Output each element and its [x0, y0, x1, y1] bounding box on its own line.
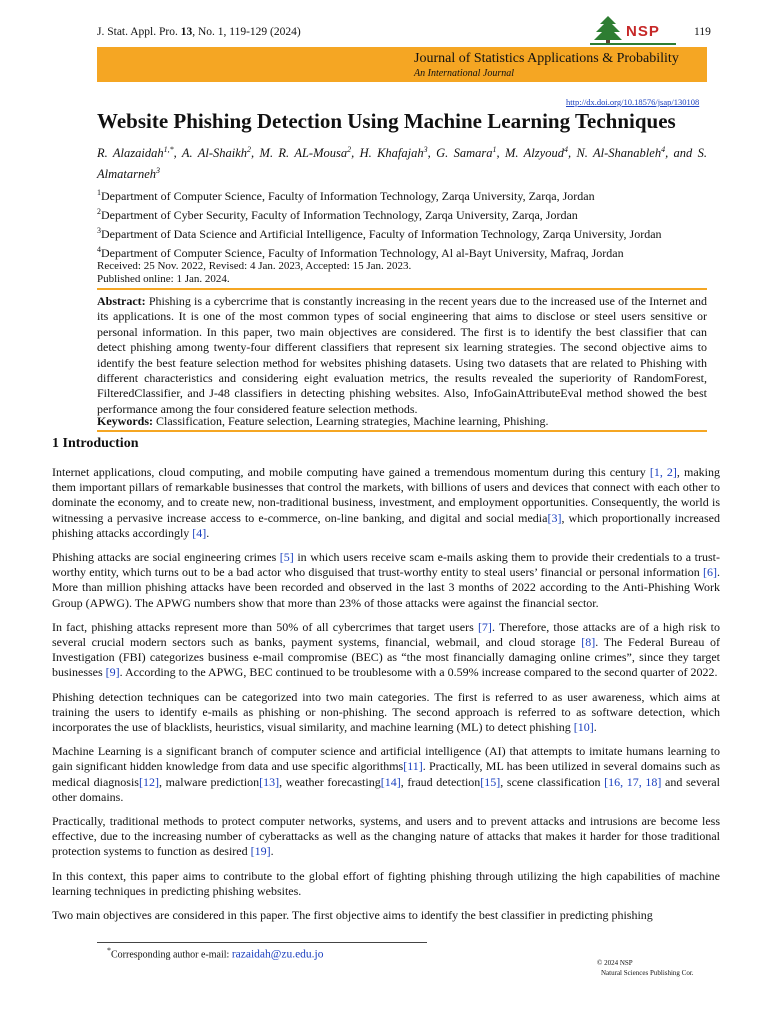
citation-link[interactable]: [9] [105, 665, 120, 680]
running-header: J. Stat. Appl. Pro. 13, No. 1, 119-129 (2024) [97, 26, 301, 38]
affiliation: $^2$Department of Cyber Security, Faculty of Information Technology, Zarqa University, Zarqa, Jordan [97, 207, 578, 222]
citation-link[interactable]: [14] [380, 774, 401, 789]
author-affiliation-marker: 3 [156, 166, 161, 176]
author-name: G. Samara$^1$ [436, 145, 497, 161]
body-paragraph: Internet applications, cloud computing, and mobile computing have gained a tremendous momentum during this century [1, 2], making them important pillars of remarkable businesses that control the markets, with billions of users and devices that connect with each other to dominate the economy, and to create new, non-traditional business, investment, and employment opportunities. Consequently, the world is witnessing a pervasive increase access to e-commerce, on-line banking, and digital and social media[3], which proportionally increased phishing attacks accordingly [4]. [52, 465, 721, 540]
citation-link[interactable]: [3] [547, 510, 562, 525]
author-affiliation-marker: 1 [492, 145, 497, 154]
author-affiliation-marker: 4 [563, 145, 568, 154]
abstract [97, 294, 707, 417]
author-affiliation-marker: 2 [247, 145, 252, 154]
author-name: A. Al-Shaikh$^2$ [181, 145, 252, 161]
citation-link[interactable]: [15] [480, 774, 501, 789]
journal-subtitle: An International Journal [414, 68, 514, 79]
author-affiliation-marker: 4 [661, 145, 666, 154]
body-paragraph: In fact, phishing attacks represent more than 50% of all cybercrimes that target users [7]. Therefore, those attacks are of a high risk to several crucial modern sectors such as banks, payment systems, financial, webmail, and cloud storage [8]. The Federal Bureau of Investigation (FBI) categorizes business e-mail compromise (BEC) as “the most financially damaging online crimes”, since they target businesses [9]. According to the APWG, BEC continued to be troublesome with a 0.59% increase compared to the second quarter of 2022. [52, 619, 720, 680]
publication-dates [97, 260, 411, 286]
journal-title: Journal of Statistics Applications & Probability [414, 51, 679, 66]
affiliation: $^4$Department of Computer Science, Faculty of Information Technology, Al al-Bayt University, Mafraq, Jordan [97, 245, 624, 260]
body-paragraph: Machine Learning is a significant branch of computer science and artificial intelligence (AI) that attempts to imitate humans learning to gain significant hidden knowledge from data and use specific algorithms[11]. Practically, ML has been utilized in several domains such as medical diagnosis[12], malware prediction[13], weather forecasting[14], fraud detection[15], scene classification [16, 17, 18] and several other domains. [52, 744, 720, 804]
divider-top [97, 288, 707, 290]
author-name: S. Almatarneh$^3$ [97, 146, 708, 182]
nsp-logo [586, 14, 678, 48]
received-dates: Received: 25 Nov. 2022, Revised: 4 Jan. 2023, Accepted: 15 Jan. 2023. [97, 260, 412, 272]
affiliation: $^3$Department of Data Science and Artificial Intelligence, Faculty of Information Technology, Zarqa University, Jordan [97, 226, 662, 241]
keywords-text: Classification, Feature selection, Learning strategies, Machine learning, Phishing. [153, 414, 549, 428]
author-name: M. R. AL-Mousa$^2$ [259, 145, 352, 161]
citation-link[interactable]: [7] [477, 619, 492, 634]
body-paragraph: Phishing attacks are social engineering crimes [5] in which users receive scam e-mails asking them to provide their credentials to a trust-worthy entity, which turns out to be a bad actor who disguised that trust-worthy entity to steal users’ financial or personal information [6]. More than million phishing attacks have been recorded and observed in the last 3 months of 2022 according to the Anti-Phishing Work Group (APWG). The APWG numbers show that more than 23% of those attacks were against the financial sector. [52, 550, 720, 610]
body-paragraph: In this context, this paper aims to contribute to the global effort of fighting phishing through utilizing the high capabilities of machine learning techniques in predicting phishing websites. [52, 868, 720, 898]
citation-link[interactable]: [6] [703, 565, 717, 580]
citation-link[interactable]: [13] [259, 774, 280, 789]
author-email-link[interactable]: razaidah@zu.edu.jo [231, 948, 324, 961]
abstract-label: Abstract: [97, 294, 146, 308]
section-heading: 1 Introduction [52, 436, 139, 451]
citation-link[interactable]: [10] [573, 720, 594, 735]
affiliation-list [97, 185, 707, 261]
citation-link[interactable]: [8] [581, 635, 596, 650]
body-paragraph: Phishing detection techniques can be categorized into two main categories. The first is referred to as user awareness, which aims at training the users to identify e-mails as phishing or non-phishing. The second approach is referred to as software detection, which incorporates the use of blacklists, heuristics, visual similarity, and machine learning (ML) to detect phishing [10]. [52, 689, 720, 735]
author-name: N. Al-Shanableh$^4$ [576, 145, 666, 161]
journal-banner [97, 47, 707, 82]
divider-bottom [97, 430, 707, 432]
citation-link[interactable]: [12] [138, 774, 159, 789]
doi-link[interactable]: http://dx.doi.org/10.18576/jsap/130108 [566, 97, 700, 107]
author-affiliation-marker: 3 [423, 145, 428, 154]
citation-link[interactable]: [11] [403, 759, 423, 774]
author-list: R. Alazaidah$^{1,*}$, A. Al-Shaikh$^2$, M. R. AL-Mousa$^2$, H. Khafajah$^3$, G. Samara$^1$, M. Alzyoud$^4$, N. Al-Shanableh$^4$, and S. Almatarneh$^3$ [97, 145, 708, 182]
abstract-text: Phishing is a cybercrime that is constantly increasing in the recent years due to the increased use of the Internet and its applications. It is one of the most common types of social engineering that aims to disclose or steel users sensitive or personal information. In this paper, two main objectives are considered. The first is to identify the best classifier that can detect phishing among twenty-four different classifiers that represent six learning strategies. The second objective aims to identify the best feature selection method for websites phishing datasets. Using two datasets that are related to Phishing with different characteristics and considering eight evaluation metrics, the results revealed the superiority of RandomForest, FilteredClassifier, and J-48 classifiers in detecting phishing websites. Also, InfoGainAttributeEval method showed the best performance among the four considered feature selection methods. [97, 294, 707, 416]
citation-link[interactable]: [1, 2] [649, 465, 677, 479]
body-paragraph: Two main objectives are considered in this paper. The first objective aims to identify the best classifier in predicting phishing [52, 908, 653, 923]
copyright-notice: © 2024 NSP Natural Sciences Publishing Cor. [597, 959, 694, 977]
author-affiliation-marker: 2 [347, 145, 352, 154]
author-name: M. Alzyoud$^4$ [505, 145, 568, 161]
citation-link[interactable]: [5] [279, 550, 294, 565]
keywords [97, 414, 707, 429]
author-affiliation-marker: 1,* [163, 145, 174, 154]
keywords-label: Keywords: [97, 414, 153, 428]
corresponding-author-footnote: *Corresponding author e-mail: razaidah@zu.edu.jo [107, 946, 324, 961]
author-name: R. Alazaidah$^{1,*}$ [97, 145, 174, 161]
paper-title: Website Phishing Detection Using Machine Learning Techniques [97, 109, 676, 133]
citation-link[interactable]: [19] [250, 844, 271, 859]
author-name: H. Khafajah$^3$ [359, 145, 428, 161]
logo-text: NSP [626, 23, 660, 40]
citation-link[interactable]: [16, 17, 18] [604, 774, 662, 789]
introduction-body [52, 465, 720, 932]
body-paragraph: Practically, traditional methods to protect computer networks, systems, and users and to prevent attacks and intrusions are become less effective, due to the increasing number of cyberattacks as well as the changing nature of attacks that makes it harder for those traditional protection systems to function as desired [19]. [52, 814, 720, 859]
citation-link[interactable]: [4] [192, 525, 207, 540]
footnote-divider [97, 942, 427, 943]
page-number: 119 [694, 26, 711, 38]
published-date: Published online: 1 Jan. 2024. [97, 273, 230, 285]
affiliation: $^1$Department of Computer Science, Faculty of Information Technology, Zarqa University, Zarqa, Jordan [97, 188, 595, 203]
